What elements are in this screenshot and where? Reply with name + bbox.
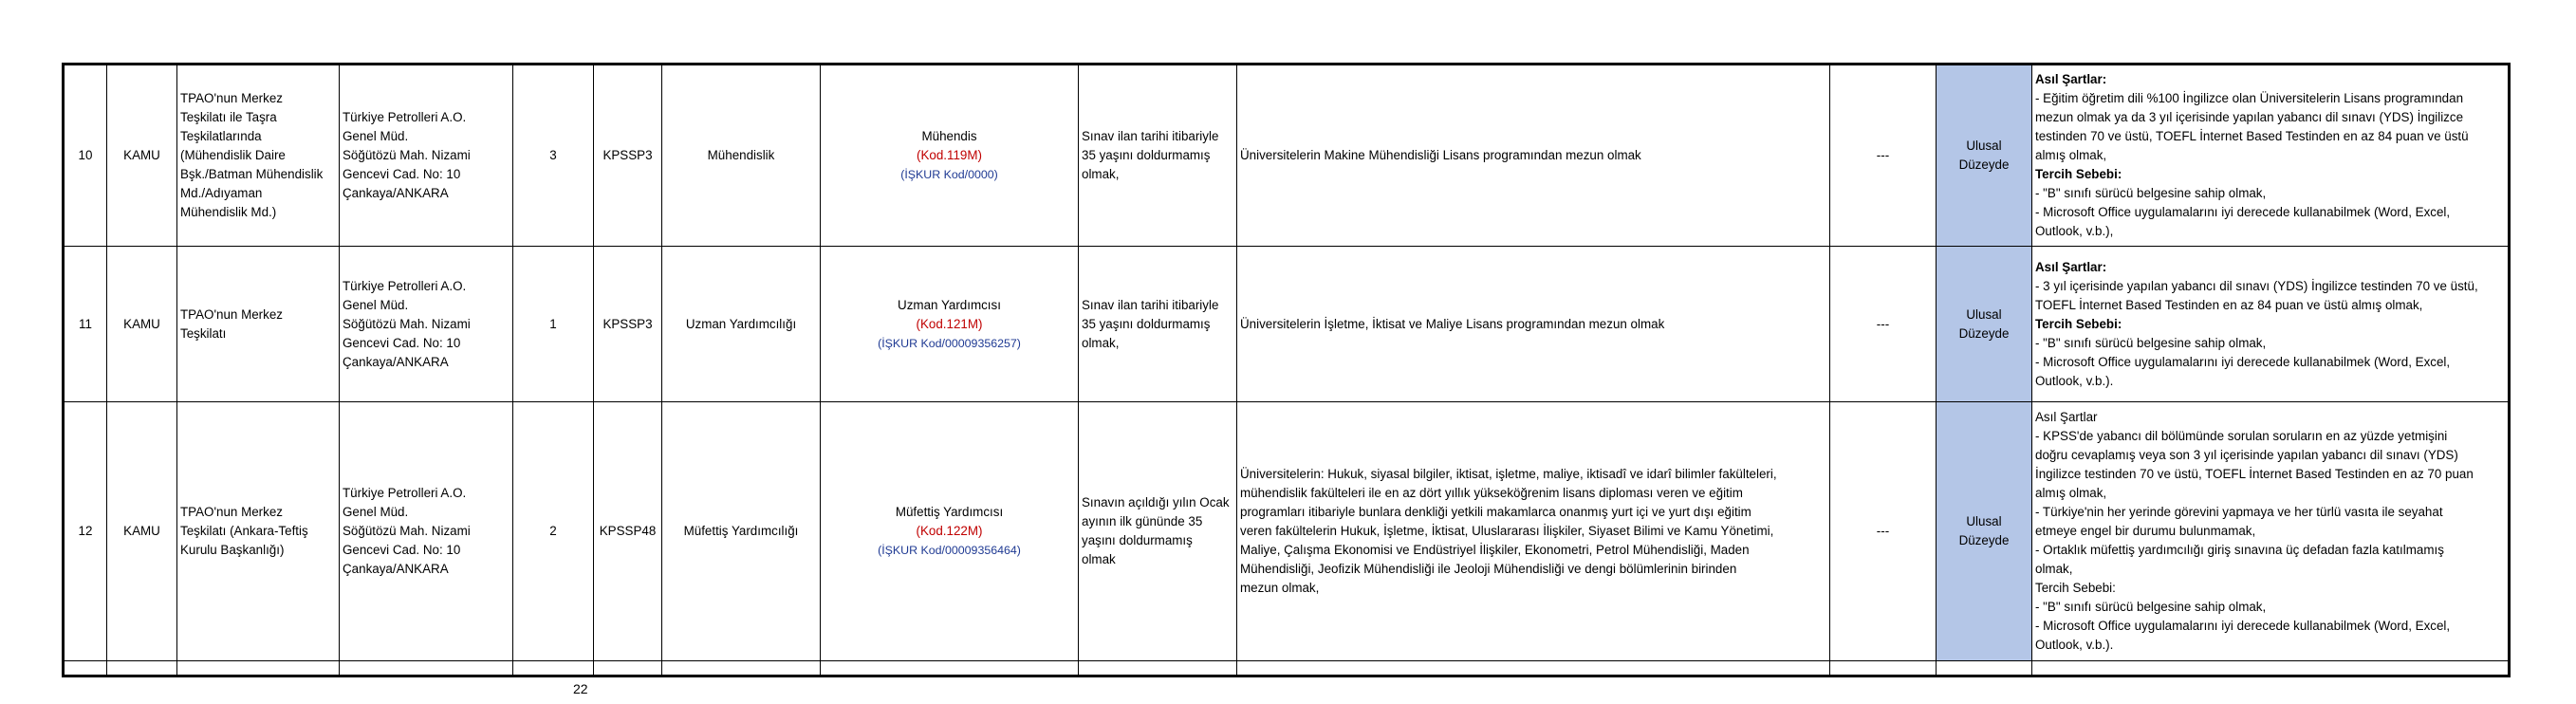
position-code: (Kod.119M)	[917, 148, 982, 162]
text-line: Genel Müd.	[343, 129, 409, 143]
text-line: TPAO'nun Merkez	[180, 91, 283, 105]
blank-cell	[1237, 661, 1830, 676]
requirements-cell	[2032, 402, 2510, 661]
extra-value: ---	[1876, 148, 1890, 162]
department-cell	[662, 65, 821, 247]
age-cell	[1079, 65, 1237, 247]
text-line: Düzeyde	[1958, 325, 2010, 341]
row-number-cell	[64, 402, 107, 661]
text-line: Türkiye Petrolleri A.O.	[343, 110, 467, 124]
institution-type-cell	[107, 402, 177, 661]
job-listing-table	[62, 63, 2511, 677]
preference-title: Tercih Sebebi:	[2035, 581, 2116, 595]
position-cell	[821, 247, 1079, 402]
text-line: Teşkilatı ile Taşra	[180, 110, 277, 124]
institution-type: KAMU	[123, 148, 160, 162]
iskur-code: (İŞKUR Kod/0000)	[900, 168, 998, 181]
blank-cell	[821, 661, 1079, 676]
score-type-cell	[594, 402, 662, 661]
department-cell	[662, 247, 821, 402]
position-cell	[821, 402, 1079, 661]
age-cell	[1079, 247, 1237, 402]
department: Müfettiş Yardımcılığı	[683, 524, 799, 538]
text-line: olmak,	[2035, 562, 2073, 576]
text-line: Mühendislik Md.)	[180, 205, 277, 219]
text-line: Sınav ilan tarihi itibariyle	[1082, 297, 1219, 312]
text-line: mezun olmak,	[1240, 581, 1320, 595]
education-cell	[1237, 402, 1830, 661]
blank-cell	[177, 661, 340, 676]
text-line: Ulusal	[1966, 306, 2002, 322]
text-line: - Eğitim öğretim dili %100 İngilizce olan Üniversitelerin Lisans programından	[2035, 91, 2464, 105]
text-line: Çankaya/ANKARA	[343, 562, 449, 576]
department-cell	[662, 402, 821, 661]
position-code: (Kod.122M)	[916, 524, 983, 538]
level-cell	[1937, 402, 2032, 661]
preference-title: Tercih Sebebi:	[2035, 167, 2122, 181]
text-line: Çankaya/ANKARA	[343, 354, 449, 369]
text-line: 35 yaşını doldurmamış	[1082, 148, 1211, 162]
text-line: Söğütözü Mah. Nizami	[343, 316, 471, 331]
score-type: KPSSP3	[602, 148, 653, 162]
text-line: - 3 yıl içerisinde yapılan yabancı dil sınavı (YDS) İngilizce testinden 70 ve üstü,	[2035, 278, 2478, 293]
education-cell	[1237, 247, 1830, 402]
requirements-cell	[2032, 65, 2510, 247]
extra-value: ---	[1876, 524, 1890, 538]
institution-type: KAMU	[123, 524, 160, 538]
unit-cell	[177, 402, 340, 661]
text-line: Sınavın açıldığı yılın Ocak	[1082, 495, 1230, 509]
position-title: Mühendis	[921, 129, 977, 143]
text-line: Ulusal	[1966, 514, 2002, 528]
position-count: 2	[549, 524, 557, 538]
text-line: etmeye engel bir durumu bulunmamak,	[2035, 524, 2256, 538]
unit-cell	[177, 65, 340, 247]
blank-cell	[1830, 661, 1937, 676]
text-line: Gencevi Cad. No: 10	[343, 335, 461, 350]
blank-row	[64, 661, 2510, 676]
education-cell	[1237, 65, 1830, 247]
text-line: ayının ilk gününde 35	[1082, 514, 1203, 528]
text-line: Söğütözü Mah. Nizami	[343, 524, 471, 538]
text-line: almış olmak,	[2035, 486, 2107, 500]
institution-type-cell	[107, 247, 177, 402]
requirements-cell	[2032, 247, 2510, 402]
preference-title: Tercih Sebebi:	[2035, 316, 2122, 331]
text-line: Gencevi Cad. No: 10	[343, 167, 461, 181]
text-line: Düzeyde	[1958, 533, 2010, 547]
age-cell	[1079, 402, 1237, 661]
blank-cell	[513, 661, 594, 676]
row-number-cell	[64, 247, 107, 402]
blank-cell	[1079, 661, 1237, 676]
text-line: TPAO'nun Merkez	[180, 505, 283, 519]
score-type-cell	[594, 65, 662, 247]
text-line: - Ortaklık müfettiş yardımcılığı giriş sınavına üç defadan fazla katılmamış	[2035, 543, 2444, 557]
text-line: programları itibariyle bunlara denkliği yetkili makamlarca onanmış yurt içi ve yurt dışı eğitim	[1240, 505, 1751, 519]
text-line: Genel Müd.	[343, 297, 409, 312]
row-number: 12	[78, 524, 93, 538]
text-line: Maliye, Çalışma Ekonomisi ve Endüstriyel İlişkiler, Ekonometri, Petrol Mühendisliği, Maden	[1240, 543, 1750, 557]
text-line: TOEFL İnternet Based Testinden en az 84 puan ve üstü almış olmak,	[2035, 297, 2423, 312]
text-line: Üniversitelerin: Hukuk, siyasal bilgiler, iktisat, işletme, maliye, iktisadî ve idarî bilimler fakülteleri,	[1240, 467, 1777, 481]
text-line: Türkiye Petrolleri A.O.	[343, 486, 467, 500]
unit-cell	[177, 247, 340, 402]
blank-cell	[340, 661, 513, 676]
text-line: Teşkilatı (Ankara-Teftiş	[180, 524, 308, 538]
extra-cell	[1830, 402, 1937, 661]
count-cell	[513, 247, 594, 402]
table-body	[64, 65, 2510, 676]
blank-cell	[1937, 661, 2032, 676]
text-line: Outlook, v.b.).	[2035, 373, 2114, 388]
text-line: testinden 70 ve üstü, TOEFL İnternet Based Testinden en az 84 puan ve üstü	[2035, 129, 2469, 143]
text-line: mezun olmak ya da 3 yıl içerisinde yapılan yabancı dil sınavı (YDS) İngilizce	[2035, 110, 2464, 124]
requirements-title: Asıl Şartlar:	[2035, 72, 2107, 86]
score-type-cell	[594, 247, 662, 402]
text-line: Türkiye Petrolleri A.O.	[343, 278, 467, 293]
text-line: - "B" sınıfı sürücü belgesine sahip olmak,	[2035, 335, 2267, 350]
text-line: (Mühendislik Daire	[180, 148, 286, 162]
row-number-cell	[64, 65, 107, 247]
institution-type-cell	[107, 65, 177, 247]
requirements-title: Asıl Şartlar:	[2035, 259, 2107, 274]
extra-cell	[1830, 65, 1937, 247]
blank-cell	[64, 661, 107, 676]
text-line: Söğütözü Mah. Nizami	[343, 148, 471, 162]
count-cell	[513, 65, 594, 247]
score-type: KPSSP48	[599, 524, 657, 538]
address-cell	[340, 65, 513, 247]
text-line: almış olmak,	[2035, 148, 2107, 162]
text-line: mühendislik fakülteleri ile en az dört yıllık yükseköğrenim lisans diploması veren ve eğitim	[1240, 486, 1743, 500]
department: Mühendislik	[707, 148, 775, 162]
address-cell	[340, 402, 513, 661]
position-title: Uzman Yardımcısı	[898, 297, 1001, 312]
score-type: KPSSP3	[602, 316, 653, 331]
position-cell	[821, 65, 1079, 247]
text-line: Düzeyde	[1958, 157, 2010, 172]
count-cell	[513, 402, 594, 661]
level-cell	[1937, 65, 2032, 247]
text-line: Teşkilatlarında	[180, 129, 262, 143]
extra-cell	[1830, 247, 1937, 402]
position-count: 1	[549, 316, 557, 331]
text-line: - Türkiye'nin her yerinde görevini yapmaya ve her türlü vasıta ile seyahat	[2035, 505, 2443, 519]
text-line: - KPSS'de yabancı dil bölümünde sorulan soruların en az yüzde yetmişini	[2035, 429, 2448, 443]
text-line: Bşk./Batman Mühendislik	[180, 167, 324, 181]
address-cell	[340, 247, 513, 402]
text-line: Outlook, v.b.),	[2035, 224, 2114, 238]
text-line: 35 yaşını doldurmamış	[1082, 316, 1211, 331]
text-line: Ulusal	[1966, 139, 2002, 153]
text-line: olmak,	[1082, 167, 1120, 181]
blank-cell	[662, 661, 821, 676]
text-line: Mühendisliği, Jeofizik Mühendisliği ile Jeoloji Mühendisliği ve dengi bölümlerinin birinden	[1240, 562, 1737, 576]
blank-cell	[2032, 661, 2510, 676]
text-line: olmak,	[1082, 335, 1120, 350]
job-listing-sheet	[62, 63, 2508, 696]
blank-cell	[107, 661, 177, 676]
department: Uzman Yardımcılığı	[685, 316, 797, 331]
table-row	[64, 65, 2510, 247]
iskur-code: (İŞKUR Kod/00009356257)	[878, 336, 1021, 350]
text-line: - "B" sınıfı sürücü belgesine sahip olmak,	[2035, 600, 2267, 614]
extra-value: ---	[1876, 316, 1890, 331]
position-code: (Kod.121M)	[916, 316, 983, 331]
text-line: Gencevi Cad. No: 10	[343, 543, 461, 557]
table-row	[64, 247, 2510, 402]
text-line: olmak	[1082, 552, 1116, 566]
level-cell	[1937, 247, 2032, 402]
education-requirement: Üniversitelerin İşletme, İktisat ve Maliye Lisans programından mezun olmak	[1240, 316, 1665, 331]
text-line: Sınav ilan tarihi itibariyle	[1082, 129, 1219, 143]
text-line: veren fakültelerin Hukuk, İşletme, İktisat, Uluslararası İlişkiler, Siyaset Bilimi ve Kamu Yönetimi,	[1240, 524, 1774, 538]
text-line: Çankaya/ANKARA	[343, 186, 449, 200]
table-row	[64, 402, 2510, 661]
text-line: Genel Müd.	[343, 505, 409, 519]
position-title: Müfettiş Yardımcısı	[895, 505, 1004, 519]
text-line: - Microsoft Office uygulamalarını iyi derecede kullanabilmek (Word, Excel,	[2035, 354, 2451, 369]
text-line: Teşkilatı	[180, 325, 227, 341]
row-number: 10	[78, 148, 93, 162]
text-line: Kurulu Başkanlığı)	[180, 543, 285, 557]
text-line: İngilizce testinden 70 ve üstü, TOEFL İnternet Based Testinden en az 70 puan	[2035, 467, 2474, 481]
blank-cell	[594, 661, 662, 676]
text-line: yaşını doldurmamış	[1082, 533, 1193, 547]
text-line: doğru cevaplamış veya son 3 yıl içerisinde yapılan yabancı dil sınavı (YDS)	[2035, 448, 2458, 462]
iskur-code: (İŞKUR Kod/00009356464)	[878, 544, 1021, 557]
text-line: - "B" sınıfı sürücü belgesine sahip olmak,	[2035, 186, 2267, 200]
institution-type: KAMU	[123, 316, 160, 331]
text-line: Md./Adıyaman	[180, 186, 263, 200]
row-number: 11	[79, 316, 92, 331]
text-line: - Microsoft Office uygulamalarını iyi derecede kullanabilmek (Word, Excel,	[2035, 205, 2451, 219]
education-requirement: Üniversitelerin Makine Mühendisliği Lisans programından mezun olmak	[1240, 148, 1641, 162]
requirements-title: Asıl Şartlar	[2035, 410, 2098, 424]
text-line: TPAO'nun Merkez	[180, 306, 283, 322]
position-count: 3	[549, 148, 557, 162]
text-line: - Microsoft Office uygulamalarını iyi derecede kullanabilmek (Word, Excel,	[2035, 619, 2451, 633]
text-line: Outlook, v.b.).	[2035, 638, 2114, 652]
page-number: 22	[573, 681, 588, 696]
